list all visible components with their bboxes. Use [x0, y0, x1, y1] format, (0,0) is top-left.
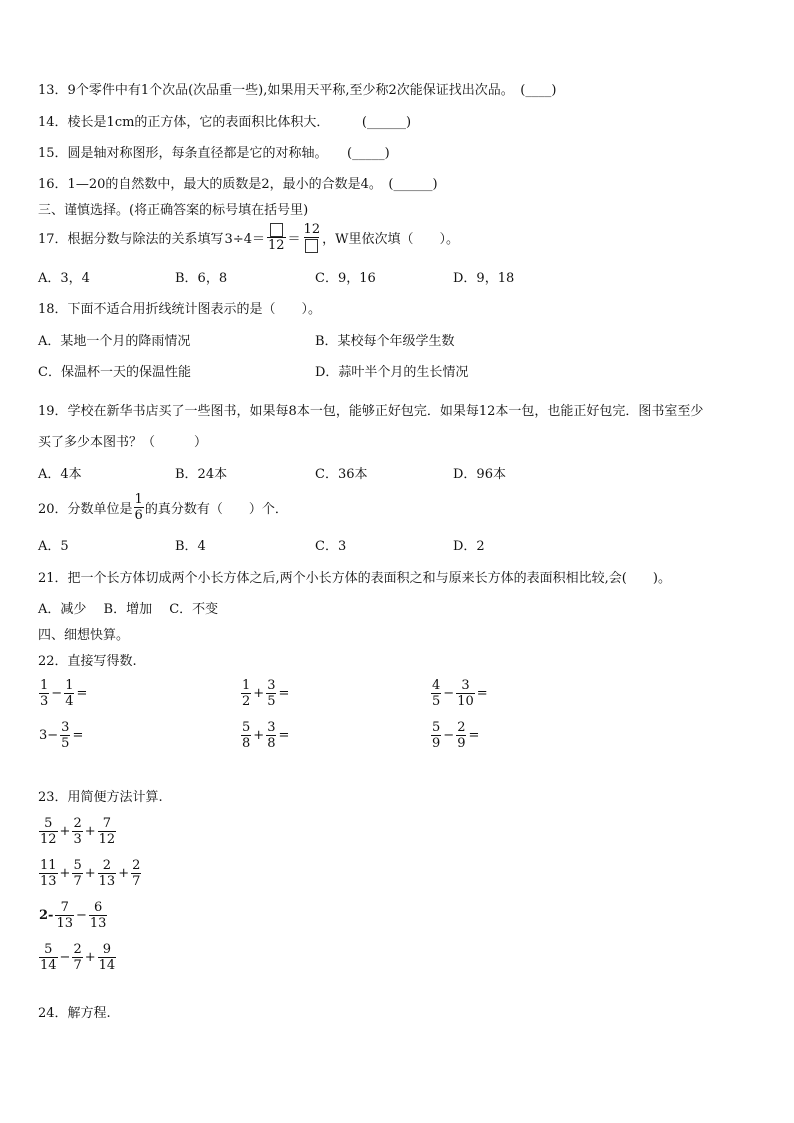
q17-fraction-2: 12	[303, 222, 322, 253]
q22-equation-2: 1 2 + $\frac{3}{5}$ =	[242, 678, 290, 709]
q22-equation-3: 4 5 − $\frac{3}{10}$ =	[432, 678, 488, 709]
section-3-heading: 三、谨慎选择。(将正确答案的标号填在括号里)	[38, 203, 309, 218]
q20-prefix: 20．分数单位是	[38, 502, 133, 517]
q17-suffix: ，W里依次填（ ）。	[322, 232, 459, 247]
q18-option-c: C．保温杯一天的保温性能	[38, 365, 191, 380]
q17-option-c: C．9，16	[315, 271, 376, 286]
question-15: 15．圆是轴对称图形，每条直径都是它的对称轴。 (_____)	[38, 146, 390, 161]
q18-option-b: B．某校每个年级学生数	[315, 334, 455, 349]
q17-option-b: B．6，8	[175, 271, 228, 286]
question-17-stem: 17．根据分数与除法的关系填写 3÷4＝ 12 ＝ 12 ，W里依次填（ ）。	[38, 222, 459, 253]
question-19-line-1: 19．学校在新华书店买了一些图书，如果每8本一包，能够正好包完．如果每12本一包，也能正好包完．图书室至少	[38, 404, 704, 419]
q20-option-d: D．2	[453, 539, 485, 554]
q17-option-a: A．3，4	[38, 271, 90, 286]
q19-option-d: D．96本	[453, 467, 506, 482]
q19-option-c: C．36本	[315, 467, 368, 482]
q22-equation-6: 5 9 − $\frac{2}{9}$ =	[432, 720, 480, 751]
question-19-line-2: 买了多少本图书？（ ）	[38, 435, 208, 450]
q17-prefix: 17．根据分数与除法的关系填写	[38, 232, 224, 247]
q17-option-d: D．9，18	[453, 271, 515, 286]
question-23-title: 23．用简便方法计算.	[38, 790, 163, 805]
q20-fraction: 1 6	[134, 492, 143, 523]
q22-equation-4: 3− $\frac{3}{5}$ =	[39, 720, 84, 751]
q19-option-b: B．24本	[175, 467, 228, 482]
question-21-stem: 21．把一个长方体切成两个小长方体之后,两个小长方体的表面积之和与原来长方体的表面积相比较,会( )。	[38, 571, 671, 586]
q19-option-a: A．4本	[38, 467, 82, 482]
q23-expression-4: 5 14 − $\frac{2}{7}$ + $\frac{9}{14}$	[40, 942, 116, 973]
blank-box	[270, 223, 283, 237]
question-14: 14．棱长是1cm的正方体，它的表面积比体积大． (______)	[38, 115, 412, 130]
q17-fraction-1: 12	[267, 222, 286, 253]
q18-option-a: A．某地一个月的降雨情况	[38, 334, 191, 349]
q23-expression-3: 2- 7 13 − $\frac{6}{13}$	[39, 900, 107, 931]
q18-option-d: D．蒜叶半个月的生长情况	[315, 365, 469, 380]
section-4-heading: 四、细想快算。	[38, 628, 130, 643]
blank-box	[305, 239, 318, 253]
question-20-stem	[38, 492, 288, 523]
question-16: 16．1—20的自然数中，最大的质数是2，最小的合数是4。 (______)	[38, 177, 438, 192]
question-18-stem: 18．下面不适合用折线统计图表示的是（ ）。	[38, 302, 322, 317]
question-13: 13．9个零件中有1个次品(次品重一些),如果用天平称,至少称2次能保证找出次品。 (____)	[38, 83, 557, 98]
q20-option-a: A．5	[38, 539, 69, 554]
q23-expression-1: 5 12 + $\frac{2}{3}$ + $\frac{7}{12}$	[40, 816, 116, 847]
question-22-title: 22．直接写得数.	[38, 654, 137, 669]
q22-equation-1: 1 3 − $\frac{1}{4}$ =	[40, 678, 88, 709]
q21-options: A．减少 B．增加 C．不变	[38, 602, 219, 617]
q23-expression-2: 11 13 + $\frac{5}{7}$ + $\frac{2}{13}$ + $\frac{2}{7}$	[40, 858, 141, 889]
question-24-title: 24．解方程.	[38, 1006, 111, 1021]
q20-suffix: 的真分数有（ ）个．	[144, 502, 288, 517]
q20-option-c: C．3	[315, 539, 347, 554]
q20-option-b: B．4	[175, 539, 206, 554]
q22-equation-5: 5 8 + $\frac{3}{8}$ =	[242, 720, 290, 751]
q17-expr: 3÷4＝	[224, 232, 265, 247]
